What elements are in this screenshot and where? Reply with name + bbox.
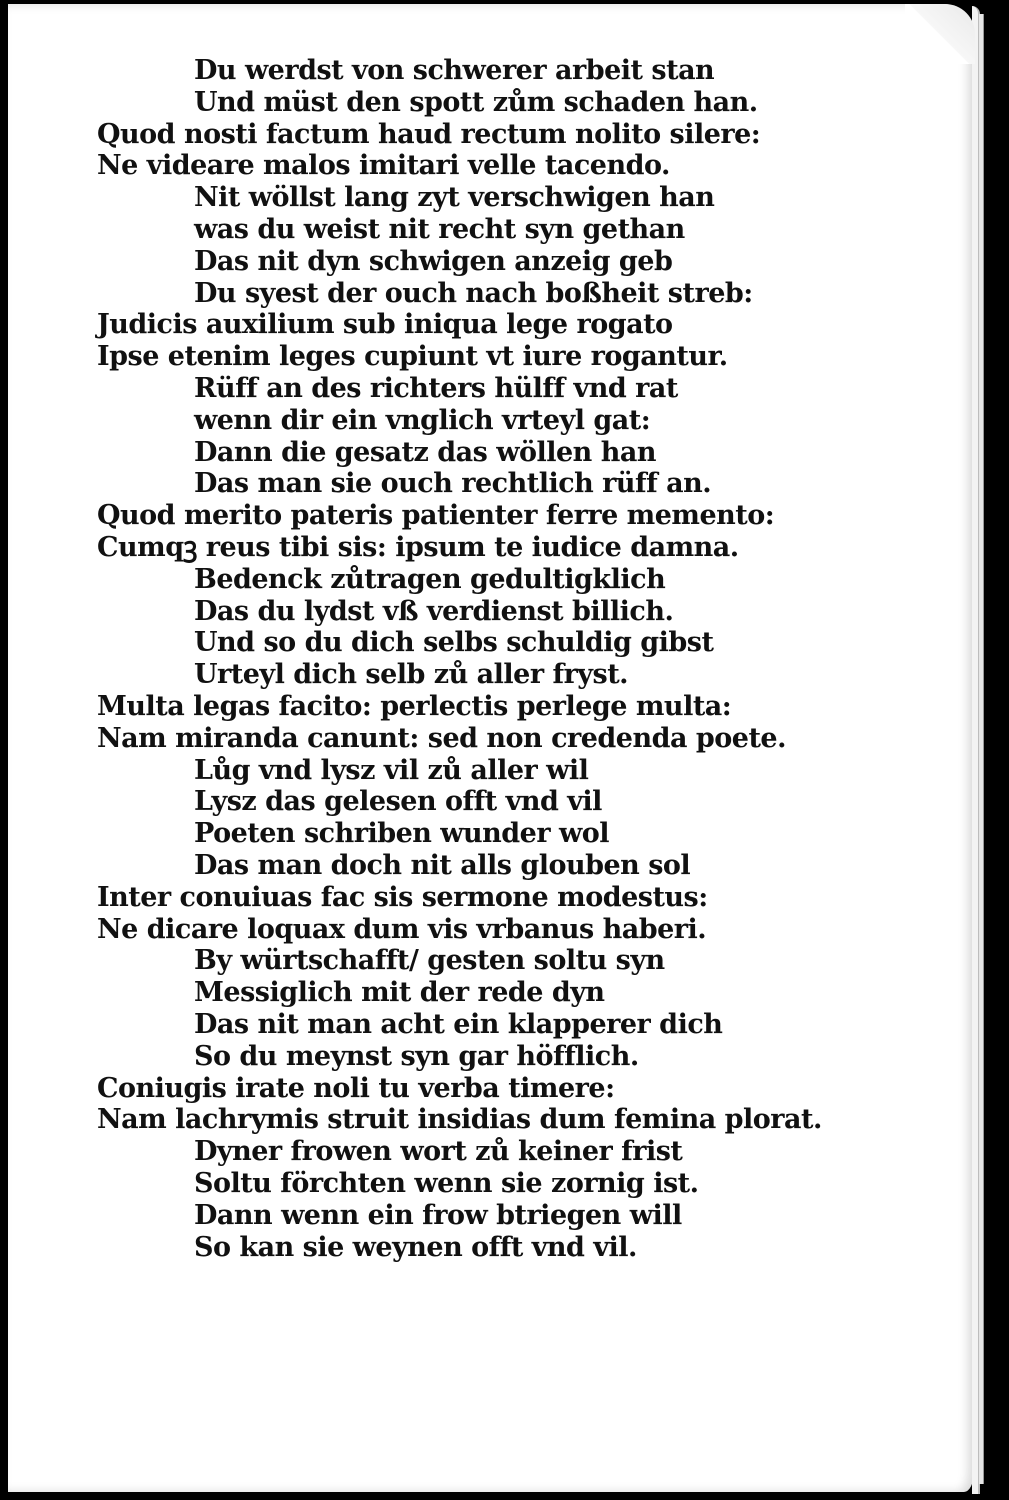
verse-line: Das nit man acht ein klapperer dich — [194, 1009, 723, 1040]
verse-line: Quod nosti factum haud rectum nolito silere: — [97, 118, 761, 150]
verse-line: Dann die gesatz das wöllen han — [194, 436, 656, 468]
verse-line: Das nit dyn schwigen anzeig geb — [194, 245, 673, 277]
verse-line: Multa legas facito: perlectis perlege multa: — [97, 691, 732, 722]
verse-line: Rüff an des richters hülff vnd rat — [194, 373, 678, 404]
verse-line: Quod merito pateris patienter ferre memento: — [97, 500, 775, 532]
verse-line: Ipse etenim leges cupiunt vt iure rogantur. — [97, 341, 728, 373]
verse-line: Nam lachrymis struit insidias dum femina plorat. — [97, 1104, 822, 1136]
verse-line: Lůg vnd lysz vil zů aller wil — [194, 754, 589, 786]
verse-line: Lysz das gelesen offt vnd vil — [194, 786, 602, 818]
verse-line: Messiglich mit der rede dyn — [194, 977, 605, 1009]
verse-line: Urteyl dich selb zů aller fryst. — [194, 659, 629, 691]
verse-line: Dyner frowen wort zů keiner frist — [194, 1136, 683, 1168]
verse-line: Dann wenn ein frow btriegen will — [194, 1199, 682, 1231]
verse-line: By würtschafft/ gesten soltu syn — [194, 945, 665, 977]
verse-line: So du meynst syn gar höfflich. — [194, 1040, 639, 1072]
verse-line: Judicis auxilium sub iniqua lege rogato — [97, 309, 673, 341]
verse-line: Soltu förchten wenn sie zornig ist. — [194, 1168, 699, 1199]
verse-line: wenn dir ein vnglich vrteyl gat: — [194, 404, 651, 436]
verse-line: Inter conuiuas fac sis sermone modestus: — [97, 881, 708, 913]
verse-line: Nit wöllst lang zyt verschwigen han — [194, 182, 715, 214]
verse-line: Das du lydst vß verdienst billich. — [194, 595, 674, 627]
verse-line: Und so du dich selbs schuldig gibst — [194, 627, 714, 659]
verse-line: Poeten schriben wunder wol — [194, 818, 609, 850]
verse-line: Ne dicare loquax dum vis vrbanus haberi. — [97, 913, 707, 945]
page-edge — [979, 14, 984, 1484]
verse-line: was du weist nit recht syn gethan — [194, 214, 685, 245]
verse-line: Cumqꝫ reus tibi sis: ipsum te iudice damna. — [97, 532, 739, 563]
verse-line: Das man doch nit alls glouben sol — [194, 850, 691, 881]
verse-line: So kan sie weynen offt vnd vil. — [194, 1231, 637, 1263]
verse-line: Nam miranda canunt: sed non credenda poete. — [97, 722, 787, 754]
verse-line: Das man sie ouch rechtlich rüff an. — [194, 468, 712, 500]
verse-line: Coniugis irate noli tu verba timere: — [97, 1072, 615, 1104]
page-corner-fold — [905, 4, 975, 64]
verse-line: Ne videare malos imitari velle tacendo. — [97, 150, 670, 182]
verse-line: Du syest der ouch nach boßheit streb: — [194, 277, 753, 309]
verse-line: Du werdst von schwerer arbeit stan — [194, 55, 715, 86]
verse-line: Und müst den spott zům schaden han. — [194, 86, 758, 118]
verse-line: Bedenck zůtragen gedultigklich — [194, 563, 666, 595]
